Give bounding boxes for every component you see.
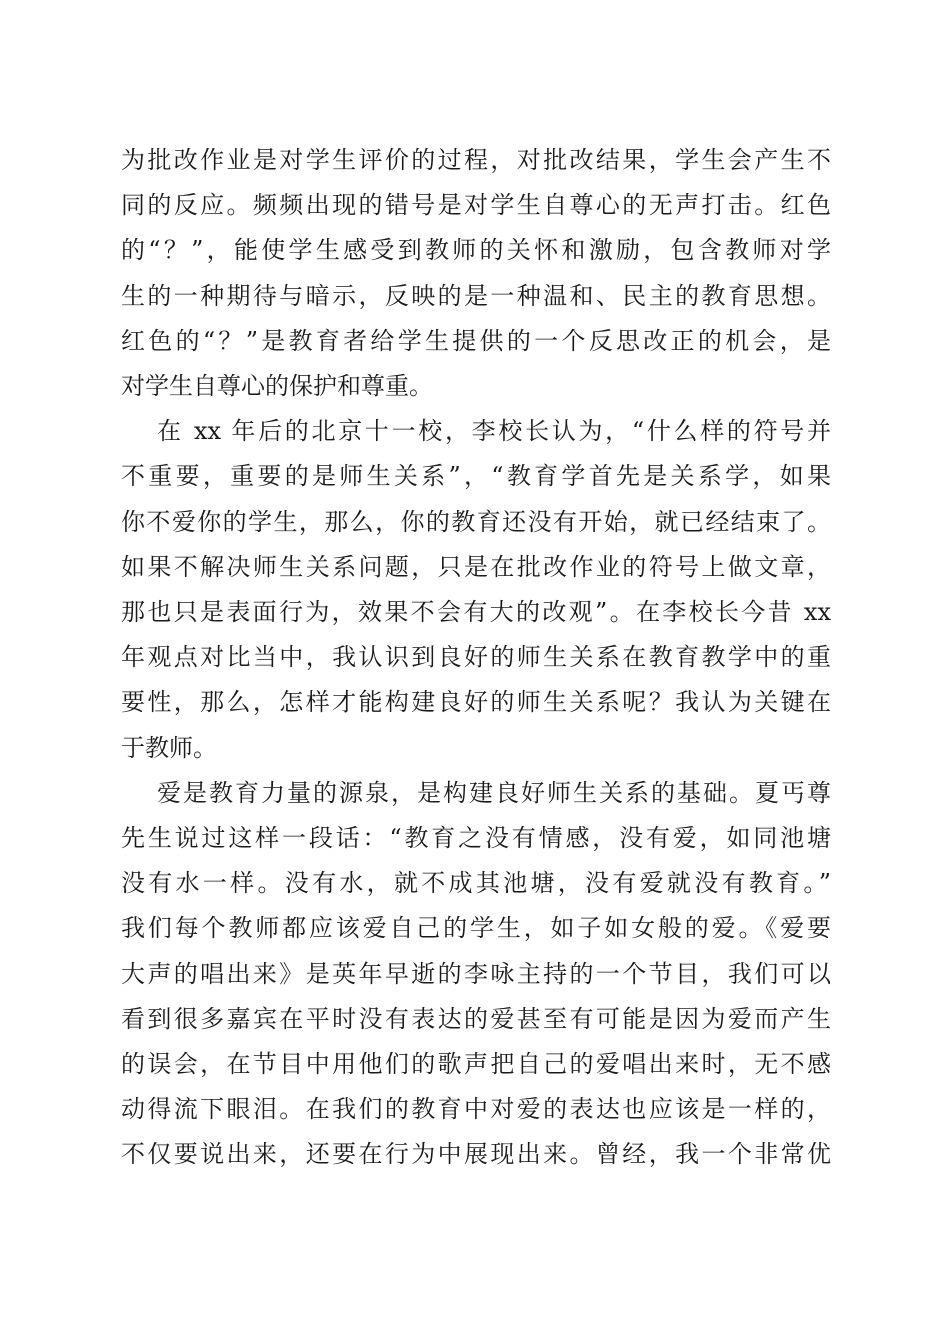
paragraph-3-line-3: 没有水一样。没有水，就不成其池塘，没有爱就没有教育。”: [121, 869, 831, 897]
paragraph-2-line-2: 不重要，重要的是师生关系”，“教育学首先是关系学，如果: [121, 462, 831, 490]
paragraph-2-line-7: 要性，那么，怎样才能构建良好的师生关系呢？我认为关键在: [121, 688, 831, 716]
paragraph-2-line-4: 如果不解决师生关系问题，只是在批改作业的符号上做文章，: [121, 553, 831, 581]
paragraph-2-line-1: 在 xx 年后的北京十一校，李校长认为，“什么样的符号并: [157, 417, 831, 445]
paragraph-3-line-8: 动得流下眼泪。在我们的教育中对爱的表达也应该是一样的，: [121, 1095, 831, 1123]
paragraph-3-line-1: 爱是教育力量的源泉，是构建良好师生关系的基础。夏丐尊: [157, 779, 831, 807]
paragraph-3-line-2: 先生说过这样一段话：“教育之没有情感，没有爱，如同池塘: [121, 824, 831, 852]
paragraph-3-line-4: 我们每个教师都应该爱自己的学生，如子如女般的爱。《爱要: [121, 914, 831, 942]
paragraph-2-line-5: 那也只是表面行为，效果不会有大的改观”。在李校长今昔 xx: [121, 598, 831, 626]
paragraph-3-line-6: 看到很多嘉宾在平时没有表达的爱甚至有可能是因为爱而产生: [121, 1005, 831, 1033]
paragraph-3-line-5: 大声的唱出来》是英年早逝的李咏主持的一个节目，我们可以: [121, 960, 831, 988]
paragraph-3-line-9: 不仅要说出来，还要在行为中展现出来。曾经，我一个非常优: [121, 1140, 831, 1168]
paragraph-2-line-8: 于教师。: [121, 734, 217, 762]
paragraph-1-line-4: 生的一种期待与暗示，反映的是一种温和、民主的教育思想。: [121, 282, 831, 310]
paragraph-1-line-3: 的“？”，能使学生感受到教师的关怀和激励，包含教师对学: [121, 236, 831, 264]
paragraph-1-line-2: 同的反应。频频出现的错号是对学生自尊心的无声打击。红色: [121, 191, 831, 219]
paragraph-2-line-3: 你不爱你的学生，那么，你的教育还没有开始，就已经结束了。: [121, 508, 831, 536]
paragraph-1-line-1: 为批改作业是对学生评价的过程，对批改结果，学生会产生不: [121, 146, 831, 174]
paragraph-1-line-5: 红色的“？”是教育者给学生提供的一个反思改正的机会，是: [121, 327, 831, 355]
paragraph-1-line-6: 对学生自尊心的保护和尊重。: [121, 372, 433, 400]
paragraph-3-line-7: 的误会，在节目中用他们的歌声把自己的爱唱出来时，无不感: [121, 1050, 831, 1078]
paragraph-2-line-6: 年观点对比当中，我认识到良好的师生关系在教育教学中的重: [121, 643, 831, 671]
